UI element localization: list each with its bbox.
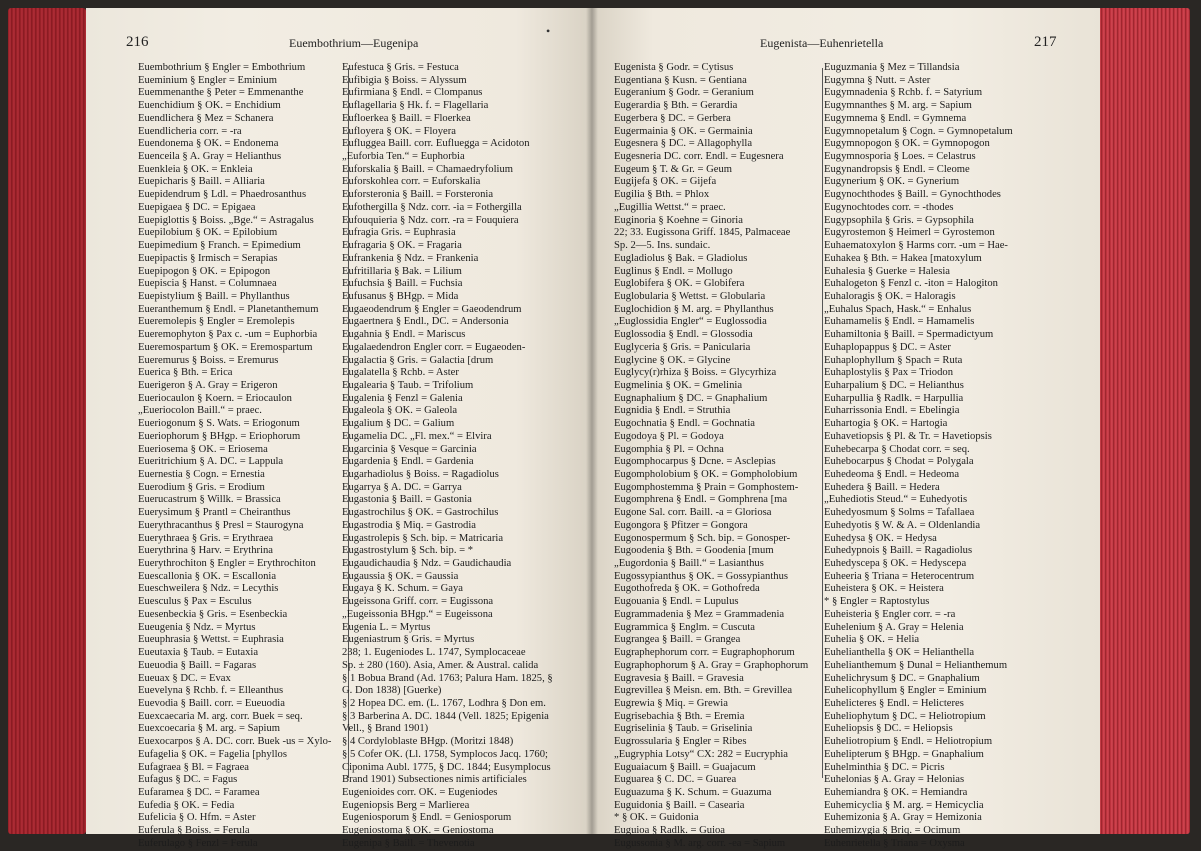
entry-line: Euhebocarpus § Chodat = Polygala <box>824 456 974 468</box>
entry-line: „Euhediotis Steud.“ = Euhedyotis <box>824 494 968 506</box>
entry-line: Eugrevillea § Meisn. em. Bth. = Grevillea <box>614 685 793 697</box>
entry-line: Euhelminthia § DC. = Picris <box>824 761 945 773</box>
entry-line: Eugastrodia § Miq. = Gastrodia <box>342 519 476 531</box>
entry-line: § 1 Bobua Brand (Ad. 1763; Palura Ham. 1825, § <box>342 672 553 684</box>
entry-line: Euendonema § OK. = Endonema <box>138 138 279 150</box>
entry-line: Euhaplopappus § DC. = Aster <box>824 341 951 353</box>
entry-line: Euepigaea § DC. = Epigaea <box>138 201 256 213</box>
entry-line: Euhavetiopsis § Pl. & Tr. = Havetiopsis <box>824 430 992 442</box>
entry-line: Euepipogon § OK. = Epipogon <box>138 265 271 277</box>
entry-line: Euepilobium § OK. = Epilobium <box>138 227 278 239</box>
entry-line: Euesenbeckia § Gris. = Esenbeckia <box>138 608 288 620</box>
entry-line: Eueremurus § Boiss. = Eremurus <box>138 354 279 366</box>
entry-line: Euerica § Bth. = Erica <box>138 367 233 379</box>
entry-line: Eufusanus § BHgp. = Mida <box>342 290 459 302</box>
entry-line: Eugouania § Endl. = Lupulus <box>614 596 739 608</box>
entry-line: Eugomphrena § Endl. = Gomphrena [ma <box>614 494 788 506</box>
entry-line: Eufedia § OK. = Fedia <box>138 799 235 811</box>
entry-line: Euguaiacum § Baill. = Guajacum <box>614 761 756 773</box>
entry-line: Euerysimum § Prantl = Cheiranthus <box>138 507 291 519</box>
entry-line: Eueutaxia § Taub. = Eutaxia <box>138 647 259 659</box>
entry-line: Euescallonia § OK. = Escallonia <box>138 570 277 582</box>
left-page-edges <box>8 8 86 834</box>
entry-line: Eugymnadenia § Rchb. f. = Satyrium <box>824 87 983 99</box>
entry-line: Euembothrium § Engler = Embothrium <box>138 62 306 73</box>
entry-line: Euerigeron § A. Gray = Erigeron <box>138 379 278 391</box>
entry-line: Eueriophorum § BHgp. = Eriophorum <box>138 430 301 442</box>
entry-line: Eueuphrasia § Wettst. = Euphrasia <box>138 634 284 646</box>
entry-line: Eugalearia § Taub. = Trifolium <box>342 379 474 391</box>
entry-line: Eufibigia § Boiss. = Alyssum <box>342 74 467 86</box>
entry-line: Eufaramea § DC. = Faramea <box>138 786 260 798</box>
entry-line: Eufuchsia § Baill. = Fuchsia <box>342 278 463 290</box>
entry-line: Euglobularia § Wettst. = Globularia <box>614 290 766 302</box>
entry-line: Eugochnatia § Endl. = Gochnatia <box>614 418 756 430</box>
entry-line: Euhalesia § Guerke = Halesia <box>824 265 950 277</box>
entry-line: * § Engler = Raptostylus <box>824 596 930 608</box>
entry-line: Euhedyotis § W. & A. = Oldenlandia <box>824 519 981 531</box>
entry-line: Eufouquieria § Ndz. corr. -ra = Fouquiera <box>342 214 519 226</box>
entry-line: Eugarcinia § Vesque = Garcinia <box>342 443 477 455</box>
entry-line: Euepicharis § Baill. = Alliaria <box>138 176 265 188</box>
entry-line: Eugraphephorum corr. = Eugraphophorum <box>614 647 795 659</box>
entry-line: Euepistylium § Baill. = Phyllanthus <box>138 290 290 302</box>
entry-line: Eugeranium § Godr. = Geranium <box>614 87 754 99</box>
entry-line: Euglycine § OK. = Glycine <box>614 354 731 366</box>
entry-line: Euenkleia § OK. = Enkleia <box>138 163 253 175</box>
entry-line: Eugone Sal. corr. Baill. -a = Gloriosa <box>614 507 772 519</box>
entry-line: Eugastrolepis § Sch. bip. = Matricaria <box>342 532 504 544</box>
entry-line: Euguzmania § Mez = Tillandsia <box>824 62 960 73</box>
entry-line: Eugeniastrum § Gris. = Myrtus <box>342 634 475 646</box>
entry-line: Euhelianthella § OK = Helianthella <box>824 647 975 659</box>
entry-line: Eugrewia § Miq. = Grewia <box>614 697 728 709</box>
ink-dot: • <box>546 24 551 38</box>
entry-line: Eueriosema § OK. = Eriosema <box>138 443 268 455</box>
entry-line: Euheeria § Triana = Heterocentrum <box>824 570 975 582</box>
entry-line: Eugalatella § Rchb. = Aster <box>342 367 459 379</box>
entry-line: Euginoria § Koehne = Ginoria <box>614 214 743 226</box>
entry-line: Eugravesia § Baill. = Gravesia <box>614 672 744 684</box>
entry-line: Eugyrostemon § Heimerl = Gyrostemon <box>824 227 995 239</box>
entry-line: Eufritillaria § Bak. = Lilium <box>342 265 462 277</box>
entry-line: Eugrossularia § Engler = Ribes <box>614 736 747 748</box>
entry-line: Eugothofreda § OK. = Gothofreda <box>614 583 760 595</box>
entry-line: Eugrammica § Englm. = Cuscuta <box>614 621 756 633</box>
entry-line: Euevodia § Baill. corr. = Eueuodia <box>138 697 285 709</box>
entry-line: Eugerardia § Bth. = Gerardia <box>614 100 738 112</box>
entry-line: Eugastrochilus § OK. = Gastrochilus <box>342 507 499 519</box>
entry-line: Euhaplostylis § Pax = Triodon <box>824 367 953 379</box>
entry-line: Eugalium § DC. = Galium <box>342 418 455 430</box>
entry-line: Eugynochtodes corr. = -thodes <box>824 201 954 213</box>
entry-line: Euhemizygia § Briq. = Ocimum <box>824 825 961 837</box>
entry-line: Eugilia § Bth. = Phlox <box>614 189 710 201</box>
entry-line: Eugossypianthus § OK. = Gossypianthus <box>614 570 789 582</box>
entry-line: Eueuodia § Baill. = Fagaras <box>138 659 257 671</box>
entry-line: Eugenioides corr. OK. = Eugeniodes <box>342 786 498 798</box>
entry-line: Eugussonia § M. arg. corr. -ea = Sapium <box>614 837 786 849</box>
entry-line: Eueuax § DC. = Evax <box>138 672 231 684</box>
entry-line: Eugodoya § Pl. = Godoya <box>614 430 724 442</box>
entry-line: Euepidendrum § Ldl. = Phaedrosanthus <box>138 189 307 201</box>
entry-line: Eugomphocarpus § Dcne. = Asclepias <box>614 456 776 468</box>
entry-line: Euhamiltonia § Baill. = Spermadictyum <box>824 329 994 341</box>
entry-line: Eueugenia § Ndz. = Myrtus <box>138 621 256 633</box>
entry-line: Ciponima Aubl. 1775, § DC. 1844; Eusymplocus <box>342 761 551 773</box>
entry-line: Eugeniopsis Berg = Marlierea <box>342 799 470 811</box>
entry-line: Eufluggea Baill. corr. Eufluegga = Acidoton <box>342 138 530 150</box>
entry-line: Euhelipterum § BHgp. = Gnaphalium <box>824 748 984 760</box>
entry-line: Eufagelia § OK. = Fagelia [phyllos <box>138 748 287 760</box>
entry-line: Eufothergilla § Ndz. corr. -ia = Fothergilla <box>342 201 522 213</box>
entry-line: Eugymnema § Endl. = Gymnema <box>824 112 967 124</box>
entry-line: Euhemiandra § OK. = Hemiandra <box>824 786 968 798</box>
entry-line: Euheliopsis § DC. = Heliopsis <box>824 723 953 735</box>
entry-line: Euhemizonia § A. Gray = Hemizonia <box>824 812 982 824</box>
entry-line: Eufragaria § OK. = Fragaria <box>342 240 462 252</box>
entry-line: Euepiscia § Hanst. = Columnaea <box>138 278 277 290</box>
page-number: 216 <box>126 34 149 50</box>
entry-line: Eufagus § DC. = Fagus <box>138 774 238 786</box>
entry-line: Eueremophyton § Pax c. -um = Euphorbia <box>138 329 318 341</box>
entry-line: Eugladiolus § Bak. = Gladiolus <box>614 252 748 264</box>
entry-line: Eugenista § Godr. = Cytisus <box>614 62 734 73</box>
entry-line: Eugynandropsis § Endl. = Cleome <box>824 163 970 175</box>
entry-line: Sp. 2—5. Ins. sundaic. <box>614 240 711 252</box>
entry-line: Euglycy(r)rhiza § Boiss. = Glycyrhiza <box>614 367 777 379</box>
entry-line: Eufestuca § Gris. = Festuca <box>342 62 459 73</box>
entry-line: „Eugillia Wettst.“ = praec. <box>614 201 726 213</box>
entry-line: Euevelyna § Rchb. f. = Elleanthus <box>138 685 284 697</box>
entry-line: Euforsteronia § Baill. = Forsteronia <box>342 189 494 201</box>
entry-line: Eugymna § Nutt. = Aster <box>824 74 931 86</box>
entry-line: * § OK. = Guidonia <box>614 812 699 824</box>
entry-line: Euhelichrysum § DC. = Gnaphalium <box>824 672 980 684</box>
entry-line: Euglobifera § OK. = Globifera <box>614 278 745 290</box>
entry-line: Eugnidia § Endl. = Struthia <box>614 405 731 417</box>
entry-line: Euepimedium § Franch. = Epimedium <box>138 240 301 252</box>
entry-line: Euerythraea § Gris. = Erythraea <box>138 532 274 544</box>
entry-line: Eufirmiana § Endl. = Clompanus <box>342 87 483 99</box>
entry-line: Euenchidium § OK. = Enchidium <box>138 100 281 112</box>
entry-line: Euerodium § Gris. = Erodium <box>138 481 265 493</box>
entry-line: Eugriselinia § Taub. = Griselinia <box>614 723 753 735</box>
entry-line: Eugaudichaudia § Ndz. = Gaudichaudia <box>342 558 512 570</box>
entry-line: Euhelonias § A. Gray = Helonias <box>824 774 965 786</box>
entry-line: Euhaplophyllum § Spach = Ruta <box>824 354 963 366</box>
entry-line: Eugoodenia § Bth. = Goodenia [mum <box>614 545 774 557</box>
entry-line: Euhedypnois § Baill. = Ragadiolus <box>824 545 973 557</box>
entry-line: Eugaussia § OK. = Gaussia <box>342 570 459 582</box>
entry-line: Eugeniosporum § Endl. = Geniosporum <box>342 812 512 824</box>
entry-line: Euhelicteres § Endl. = Helicteres <box>824 697 964 709</box>
entry-line: Eueminium § Engler = Eminium <box>138 74 277 86</box>
entry-line: Euhedysa § OK. = Hedysa <box>824 532 937 544</box>
entry-line: Euferula § Boiss. = Ferula <box>138 825 250 837</box>
entry-line: Eufragia Gris. = Euphrasia <box>342 227 456 239</box>
entry-line: Eugaleola § OK. = Galeola <box>342 405 458 417</box>
entry-line: Eugeum § T. & Gr. = Geum <box>614 163 732 175</box>
entry-line: Eueremolepis § Engler = Eremolepis <box>138 316 295 328</box>
right-column-1 <box>614 62 824 851</box>
entry-line: Brand 1901) Subsectiones nimis artificiales <box>342 774 527 786</box>
entry-line: Eugentiana § Kusn. = Gentiana <box>614 74 747 86</box>
entry-line: Euharpalium § DC. = Helianthus <box>824 379 964 391</box>
running-head: Eugenista—Euhenrietella <box>760 36 884 50</box>
entry-line: Euerucastrum § Willk. = Brassica <box>138 494 281 506</box>
entry-line: Euepiglottis § Boiss. „Bge.“ = Astragalus <box>138 214 314 226</box>
entry-line: Eugnaphalium § DC. = Gnaphalium <box>614 392 768 404</box>
entry-line: Euerythrochiton § Engler = Erythrochiton <box>138 558 316 570</box>
entry-line: Eugypsophila § Gris. = Gypsophila <box>824 214 974 226</box>
book-gutter <box>586 8 598 834</box>
entry-line: „Eueriocolon Baill.“ = praec. <box>138 405 262 417</box>
entry-line: Euerythrina § Harv. = Erythrina <box>138 545 274 557</box>
entry-line: Euesculus § Pax = Esculus <box>138 596 252 608</box>
entry-line: „Euhalus Spach, Hask.“ = Enhalus <box>824 303 972 315</box>
entry-line: Eugaeodendrum § Engler = Gaeodendrum <box>342 303 522 315</box>
entry-line: Eueranthemum § Endl. = Planetanthemum <box>138 303 319 315</box>
entry-line: Euguioa § Radlk. = Guioa <box>614 825 726 837</box>
entry-line: Euepipactis § Irmisch = Serapias <box>138 252 278 264</box>
entry-line: Eugymnopetalum § Cogn. = Gymnopetalum <box>824 125 1013 137</box>
entry-line: Euheisteria § Engler corr. = -ra <box>824 608 956 620</box>
entry-line: Euenceila § A. Gray = Helianthus <box>138 151 282 163</box>
entry-line: Euglyceria § Gris. = Panicularia <box>614 341 751 353</box>
entry-line: Euheliotropium § Endl. = Heliotropium <box>824 736 993 748</box>
entry-line: Euhedera § Baill. = Hedera <box>824 481 940 493</box>
entry-line: „Euforbia Ten.“ = Euphorbia <box>342 151 465 163</box>
entry-line: Eufloyera § OK. = Floyera <box>342 125 456 137</box>
entry-line: Eueriogonum § S. Wats. = Eriogonum <box>138 418 300 430</box>
entry-line: Euglochidion § M. arg. = Phyllanthus <box>614 303 774 315</box>
entry-line: Euheistera § OK. = Heistera <box>824 583 944 595</box>
entry-line: Euflagellaria § Hk. f. = Flagellaria <box>342 100 489 112</box>
entry-line: Eugrisebachia § Bth. = Eremia <box>614 710 745 722</box>
entry-line: Eueremospartum § OK. = Eremospartum <box>138 341 313 353</box>
entry-line: Eugymnopogon § OK. = Gymnopogon <box>824 138 990 150</box>
entry-line: Euexcaecaria M. arg. corr. Buek = seq. <box>138 710 303 722</box>
entry-line: Eueschweilera § Ndz. = Lecythis <box>138 583 279 595</box>
entry-line: Eugermainia § OK. = Germainia <box>614 125 753 137</box>
entry-line: Euhaloragis § OK. = Haloragis <box>824 290 956 302</box>
entry-line: „Eugeissonia BHgp.“ = Eugeissona <box>342 608 493 620</box>
entry-line: § 3 Barberina A. DC. 1844 (Vell. 1825; Epigenia <box>342 710 549 722</box>
entry-line: Eugijefa § OK. = Gijefa <box>614 176 717 188</box>
entry-line: Eugeissona Griff. corr. = Eugissona <box>342 596 494 608</box>
entry-line: „Eugryphia Lotsy“ CX: 282 = Eucryphia <box>614 748 788 760</box>
running-head: Euembothrium—Eugenipa <box>289 36 419 50</box>
entry-line: G. Don 1838) [Guerke) <box>342 685 442 697</box>
entry-line: Euferulago § Fenzl = Ferula <box>138 837 258 849</box>
entry-line: Euernestia § Cogn. = Ernestia <box>138 469 265 480</box>
entry-line: Eugrangea § Baill. = Grangea <box>614 634 741 646</box>
entry-line: Eugonospermum § Sch. bip. = Gonosper- <box>614 532 791 544</box>
entry-line: Eugraphophorum § A. Gray = Graphophorum <box>614 659 809 671</box>
entry-line: Euharrissonia Endl. = Ebelingia <box>824 405 960 417</box>
entry-line: Vell., § Brand 1901) <box>342 723 429 735</box>
entry-line: Euhemicyclia § M. arg. = Hemicyclia <box>824 799 984 811</box>
entry-line: Eugesneria DC. corr. Endl. = Eugesnera <box>614 151 784 163</box>
entry-line: Eugymnosporia § Loes. = Celastrus <box>824 151 976 163</box>
entry-line: Eugynerium § OK. = Gynerium <box>824 176 960 188</box>
right-column-2 <box>824 62 1062 851</box>
entry-line: Euendlichera § Mez = Schanera <box>138 112 274 124</box>
entry-line: 22; 33. Eugissona Griff. 1845, Palmaceae <box>614 227 791 239</box>
entry-line: Eugalaedendron Engler corr. = Eugaeoden- <box>342 341 526 353</box>
entry-line: Euhartogia § OK. = Hartogia <box>824 418 948 430</box>
entry-line: Eugynochthodes § Baill. = Gynochthodes <box>824 189 1001 201</box>
entry-line: Eugaertnera § Endl., DC. = Andersonia <box>342 316 509 328</box>
entry-line: Eugastonia § Baill. = Gastonia <box>342 494 472 506</box>
entry-line: Euhamamelis § Endl. = Hamamelis <box>824 316 975 328</box>
entry-line: Euhakea § Bth. = Hakea [matoxylum <box>824 252 982 264</box>
entry-line: Euhelianthemum § Dunal = Helianthemum <box>824 659 1008 671</box>
entry-line: Euguarea § C. DC. = Guarea <box>614 774 737 786</box>
entry-line: Eufrankenia § Ndz. = Frankenia <box>342 252 479 264</box>
entry-line: Euhalogeton § Fenzl c. -iton = Halogiton <box>824 278 998 290</box>
entry-line: Eugastrostylum § Sch. bip. = * <box>342 545 474 557</box>
entry-line: Eugrammadenia § Mez = Grammadenia <box>614 608 785 620</box>
entry-line: Eufloerkea § Baill. = Floerkea <box>342 112 471 124</box>
entry-line: Eugalenia § Fenzl = Galenia <box>342 392 463 404</box>
entry-line: Eugalactia § Gris. = Galactia [drum <box>342 354 494 366</box>
entry-line: Euexcoecaria § M. arg. = Sapium <box>138 723 280 735</box>
entry-line: „Euglossidia Engler“ = Euglossodia <box>614 316 767 328</box>
entry-line: Eugardenia § Endl. = Gardenia <box>342 456 474 468</box>
entry-line: Euhebecarpa § Chodat corr. = seq. <box>824 443 970 455</box>
entry-line: Eugmelinia § OK. = Gmelinia <box>614 379 743 391</box>
entry-line: Euexocarpos § A. DC. corr. Buek -us = Xylo- <box>138 736 332 748</box>
entry-line: Euhelicophyllum § Engler = Eminium <box>824 685 987 697</box>
entry-line: Euglossodia § Endl. = Glossodia <box>614 329 753 341</box>
entry-line: Euhenrietella § Triana = Oxysma <box>824 837 965 849</box>
entry-line: Eugenia L. = Myrtus <box>342 621 431 633</box>
entry-line: Euforskohlea corr. = Euforskalia <box>342 176 481 188</box>
entry-line: Eugamelia DC. „Fl. mex.“ = Elvira <box>342 430 492 442</box>
entry-line: Eugompholobium § OK. = Gompholobium <box>614 469 798 480</box>
entry-line: Euemmenanthe § Peter = Emmenanthe <box>138 87 304 99</box>
entry-line: Euerythracanthus § Presl = Staurogyna <box>138 519 304 531</box>
left-column-2 <box>342 62 590 851</box>
entry-line: Euguazuma § K. Schum. = Guazuma <box>614 786 772 798</box>
entry-line: § 2 Hopea DC. em. (L. 1767, Lodhra § Don em. <box>342 697 546 709</box>
entry-line: Sp. ± 280 (160). Asia, Amer. & Austral. calida <box>342 659 539 671</box>
page-number: 217 <box>1034 34 1057 50</box>
entry-line: § 5 Cofer OK. (Ll. 1758, Symplocos Jacq. 1760; <box>342 748 548 760</box>
entry-line: Eugomphia § Pl. = Ochna <box>614 443 724 455</box>
entry-line: Euhedyscepa § OK. = Hedyscepa <box>824 558 967 570</box>
entry-line: Eueritrichium § A. DC. = Lappula <box>138 456 284 468</box>
entry-line: Euhelia § OK. = Helia <box>824 634 920 646</box>
right-page <box>592 8 1100 849</box>
entry-line: Eugaya § K. Schum. = Gaya <box>342 583 464 595</box>
left-page <box>86 8 592 849</box>
entry-line: Eugymnanthes § M. arg. = Sapium <box>824 100 972 112</box>
entry-line: Euheliophytum § DC. = Heliotropium <box>824 710 986 722</box>
column-rule <box>822 68 823 778</box>
entry-line: Euforskalia § Baill. = Chamaedryfolium <box>342 163 514 175</box>
entry-line: Eugomphostemma § Prain = Gomphostem- <box>614 481 799 493</box>
entry-line: Eufagraea § Bl. = Fagraea <box>138 761 249 773</box>
entry-line: 238; 1. Eugeniodes L. 1747, Symplocaceae <box>342 647 526 659</box>
entry-line: Eugesnera § DC. = Allagophylla <box>614 138 753 150</box>
right-page-edges <box>1098 8 1190 834</box>
left-column-1 <box>138 62 348 851</box>
entry-line: Euhaematoxylon § Harms corr. -um = Hae- <box>824 240 1008 252</box>
entry-line: § 4 Cordyloblaste BHgp. (Moritzi 1848) <box>342 736 514 748</box>
entry-line: Euharpullia § Radlk. = Harpullia <box>824 392 964 404</box>
entry-line: Euglinus § Endl. = Mollugo <box>614 265 733 277</box>
entry-line: Euhedeoma § Endl. = Hedeoma <box>824 469 960 480</box>
entry-line: Eugongora § Pfitzer = Gongora <box>614 519 748 531</box>
entry-line: Eugerbera § DC. = Gerbera <box>614 112 731 124</box>
entry-line: Euhelenium § A. Gray = Helenia <box>824 621 964 633</box>
entry-line: Eugarrya § A. DC. = Garrya <box>342 481 462 493</box>
entry-line: Eufelicia § O. Hfm. = Aster <box>138 812 256 824</box>
entry-line: Eugahnia § Endl. = Mariscus <box>342 329 466 341</box>
entry-line: Eugenipa § Baill. = Thevenotia <box>342 837 475 849</box>
entry-line: „Eugordonia § Baill.“ = Lasianthus <box>614 558 764 570</box>
entry-line: Euhedyosmum § Solms = Tafallaea <box>824 507 975 519</box>
entry-line: Eugarhadiolus § Boiss. = Ragadiolus <box>342 469 499 480</box>
entry-line: Eueriocaulon § Koern. = Eriocaulon <box>138 392 292 404</box>
entry-line: Eugeniostoma § OK. = Geniostoma <box>342 825 494 837</box>
entry-line: Euguidonia § Baill. = Casearia <box>614 799 745 811</box>
entry-line: Euendlicheria corr. = -ra <box>138 125 242 137</box>
